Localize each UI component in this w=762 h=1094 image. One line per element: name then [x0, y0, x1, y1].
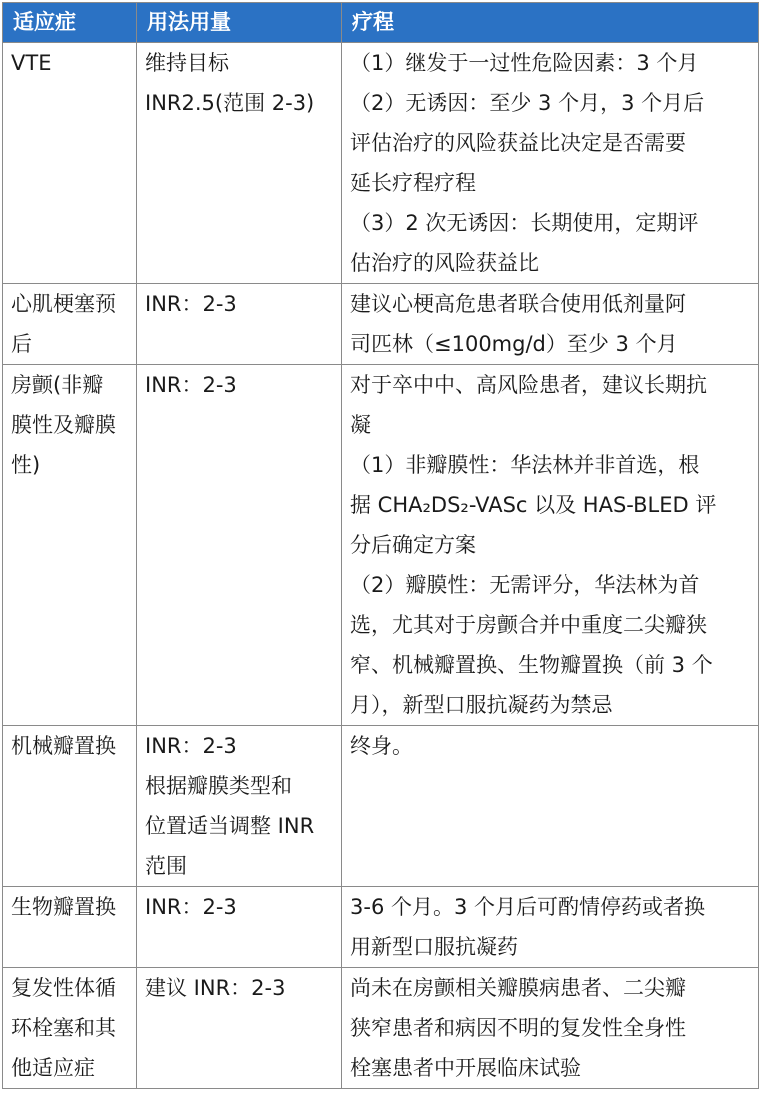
cell-line: 位置适当调整 INR — [145, 814, 315, 838]
cell-line: 狭窄患者和病因不明的复发性全身性 — [350, 1016, 686, 1040]
cell-line: 环栓塞和其 — [11, 1016, 116, 1040]
cell-line: 凝 — [350, 413, 371, 437]
cell-line: 根据瓣膜类型和 — [145, 774, 292, 798]
course-cell — [342, 968, 759, 1089]
cell-line: 建议 INR：2-3 — [145, 976, 286, 1000]
cell-line: 对于卒中中、高风险患者，建议长期抗 — [350, 373, 707, 397]
cell-line: 建议心梗高危患者联合使用低剂量阿 — [350, 292, 686, 316]
header-row — [3, 3, 759, 43]
cell-line: 他适应症 — [11, 1056, 95, 1080]
cell-line: 复发性体循 — [11, 976, 116, 1000]
course-cell — [342, 726, 759, 887]
cell-line: INR2.5(范围 2-3) — [145, 91, 315, 115]
dosage-cell — [137, 284, 342, 365]
cell-line: 估治疗的风险获益比 — [350, 251, 539, 275]
cell-line: INR：2-3 — [145, 895, 237, 919]
course-cell — [342, 284, 759, 365]
table-body — [3, 43, 759, 1089]
table-row — [3, 968, 759, 1089]
indication-cell — [3, 887, 137, 968]
header-dosage: 用法用量 — [137, 3, 342, 43]
cell-line: 生物瓣置换 — [11, 895, 116, 919]
cell-line: （2）瓣膜性：无需评分，华法林为首 — [350, 573, 700, 597]
table-row — [3, 887, 759, 968]
indication-cell — [3, 365, 137, 726]
cell-line: 选，尤其对于房颤合并中重度二尖瓣狭 — [350, 613, 707, 637]
cell-line: 窄、机械瓣置换、生物瓣置换（前 3 个 — [350, 653, 713, 677]
indication-table — [2, 2, 759, 1089]
cell-line: 评估治疗的风险获益比决定是否需要 — [350, 131, 686, 155]
cell-line: 后 — [11, 332, 32, 356]
cell-line: 栓塞患者中开展临床试验 — [350, 1056, 581, 1080]
header-indication: 适应症 — [3, 3, 137, 43]
cell-line: 司匹林（≤100mg/d）至少 3 个月 — [350, 332, 678, 356]
header-course: 疗程 — [342, 3, 759, 43]
cell-line: （1）非瓣膜性：华法林并非首选，根 — [350, 453, 700, 477]
course-cell — [342, 43, 759, 284]
cell-line: 性) — [11, 453, 41, 477]
table-row — [3, 43, 759, 284]
cell-line: 延长疗程疗程 — [350, 171, 476, 195]
cell-line: 膜性及瓣膜 — [11, 413, 116, 437]
cell-line: 机械瓣置换 — [11, 734, 116, 758]
cell-line: 3-6 个月。3 个月后可酌情停药或者换 — [350, 895, 706, 919]
cell-line: 范围 — [145, 854, 187, 878]
cell-line: 据 CHA₂DS₂-VASc 以及 HAS-BLED 评 — [350, 493, 717, 517]
cell-line: 维持目标 — [145, 51, 229, 75]
cell-line: 终身。 — [350, 734, 413, 758]
table-row — [3, 365, 759, 726]
table-row — [3, 726, 759, 887]
dosage-cell — [137, 726, 342, 887]
course-cell — [342, 365, 759, 726]
cell-line: 用新型口服抗凝药 — [350, 935, 518, 959]
cell-line: INR：2-3 — [145, 292, 237, 316]
dosage-cell — [137, 968, 342, 1089]
indication-cell — [3, 284, 137, 365]
indication-cell — [3, 43, 137, 284]
cell-line: 分后确定方案 — [350, 533, 476, 557]
dosage-cell — [137, 43, 342, 284]
indication-cell — [3, 726, 137, 887]
cell-line: 尚未在房颤相关瓣膜病患者、二尖瓣 — [350, 976, 686, 1000]
course-cell — [342, 887, 759, 968]
table-row — [3, 284, 759, 365]
cell-line: INR：2-3 — [145, 373, 237, 397]
cell-line: 月），新型口服抗凝药为禁忌 — [350, 693, 613, 717]
cell-line: 心肌梗塞预 — [11, 292, 116, 316]
dosage-cell — [137, 887, 342, 968]
cell-line: VTE — [11, 51, 52, 75]
cell-line: INR：2-3 — [145, 734, 237, 758]
cell-line: （2）无诱因：至少 3 个月，3 个月后 — [350, 91, 705, 115]
dosage-cell — [137, 365, 342, 726]
cell-line: （3）2 次无诱因：长期使用，定期评 — [350, 211, 699, 235]
cell-line: （1）继发于一过性危险因素：3 个月 — [350, 51, 699, 75]
indication-cell — [3, 968, 137, 1089]
cell-line: 房颤(非瓣 — [11, 373, 104, 397]
